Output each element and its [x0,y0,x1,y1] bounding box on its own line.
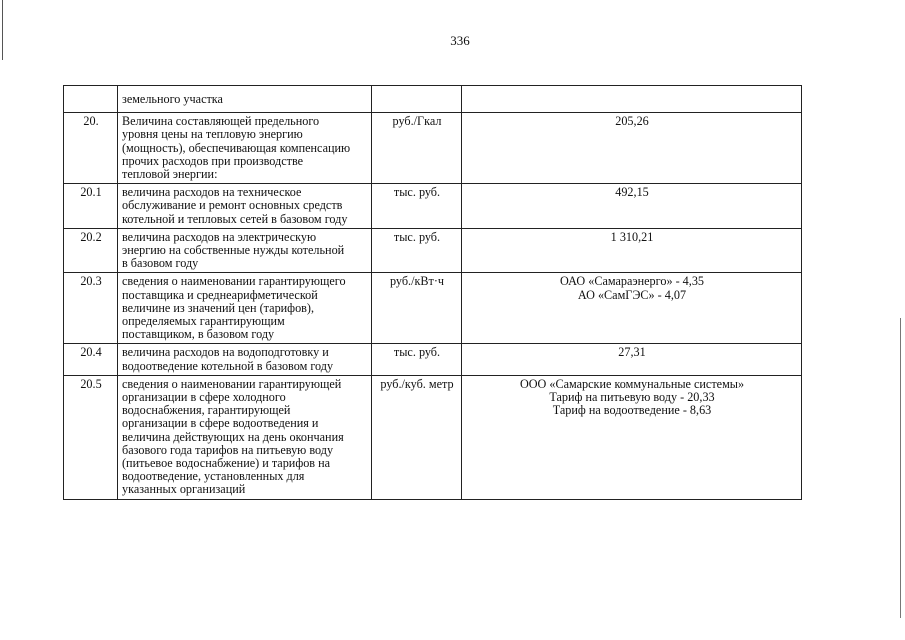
row-number-cell: 20.3 [64,273,118,344]
unit-cell: руб./Гкал [372,113,462,184]
description-cell [118,375,372,499]
description-line: энергию на собственные нужды котельной [122,243,345,258]
row-number-cell: 20. [64,113,118,184]
row-number-cell [64,86,118,113]
value-line: 492,15 [615,185,649,200]
table-row [64,273,802,344]
description-line: котельной и тепловых сетей в базовом году [122,211,348,226]
description-line: Величина составляющей предельного [122,114,320,129]
description-cell [118,184,372,229]
description-line: в базовом году [122,256,199,271]
row-number-cell: 20.5 [64,375,118,499]
description-line: величина расходов на техническое [122,185,302,200]
description-line: организации в сфере водоотведения и [122,416,319,431]
description-line: величина действующих на день окончания [122,429,344,444]
description-line: указанных организаций [122,482,246,497]
table-row [64,228,802,273]
description-line: величина расходов на водоподготовку и [122,345,329,360]
row-number-cell: 20.4 [64,344,118,375]
value-cell [462,86,802,113]
description-line: водоотведение котельной в базовом году [122,358,334,373]
unit-cell: тыс. руб. [372,344,462,375]
value-cell [462,228,802,273]
unit-cell: руб./кВт·ч [372,273,462,344]
value-line: 205,26 [615,114,649,129]
tariff-table-body [64,86,802,500]
scan-right-edge [900,318,901,618]
description-line: поставщика и среднеарифметической [122,287,318,302]
value-line: АО «СамГЭС» - 4,07 [577,287,687,302]
page-number: 336 [450,33,470,48]
description-line: сведения о наименовании гарантирующего [122,274,346,289]
description-line: базового года тарифов на питьевую воду [122,442,334,457]
description-line: водоотведение, установленных для [122,469,305,484]
description-line: определяемых гарантирующим [122,314,285,329]
value-line: ООО «Самарские коммунальные системы» [519,376,745,391]
description-line: (мощность), обеспечивающая компенсацию [122,140,351,155]
unit-cell: тыс. руб. [372,184,462,229]
description-cell [118,86,372,113]
value-cell [462,113,802,184]
table-row [64,86,802,113]
description-line: организации в сфере холодного [122,390,286,405]
value-cell [462,375,802,499]
scan-left-edge [2,0,3,60]
table-row [64,344,802,375]
table-row [64,375,802,499]
description-line: величине из значений цен (тарифов), [122,300,315,315]
description-line: уровня цены на тепловую энергию [122,127,303,142]
description-line: поставщиком, в базовом году [122,327,275,342]
description-line: (питьевое водоснабжение) и тарифов на [122,456,331,471]
value-line: Тариф на питьевую воду - 20,33 [549,390,715,405]
description-line: прочих расходов при производстве [122,153,304,168]
description-cell [118,273,372,344]
value-cell [462,344,802,375]
unit-cell: руб./куб. метр [372,375,462,499]
description-cell [118,113,372,184]
tariff-table [63,85,802,500]
row-number-cell: 20.1 [64,184,118,229]
value-cell [462,184,802,229]
unit-cell [372,86,462,113]
description-line: земельного участка [122,92,223,106]
description-line: величина расходов на электрическую [122,229,317,244]
row-number-cell: 20.2 [64,228,118,273]
value-line: 1 310,21 [610,229,654,244]
description-cell [118,344,372,375]
description-line: сведения о наименовании гарантирующей [122,376,342,391]
table-row [64,184,802,229]
value-line: 27,31 [618,345,646,360]
unit-cell: тыс. руб. [372,228,462,273]
description-line: обслуживание и ремонт основных средств [122,198,343,213]
table-row [64,113,802,184]
description-line: водоснабжения, гарантирующей [122,403,291,418]
description-line: тепловой энергии: [122,167,218,182]
value-cell [462,273,802,344]
value-line: ОАО «Самараэнерго» - 4,35 [559,274,705,289]
value-line: Тариф на водоотведение - 8,63 [552,403,712,418]
description-cell [118,228,372,273]
